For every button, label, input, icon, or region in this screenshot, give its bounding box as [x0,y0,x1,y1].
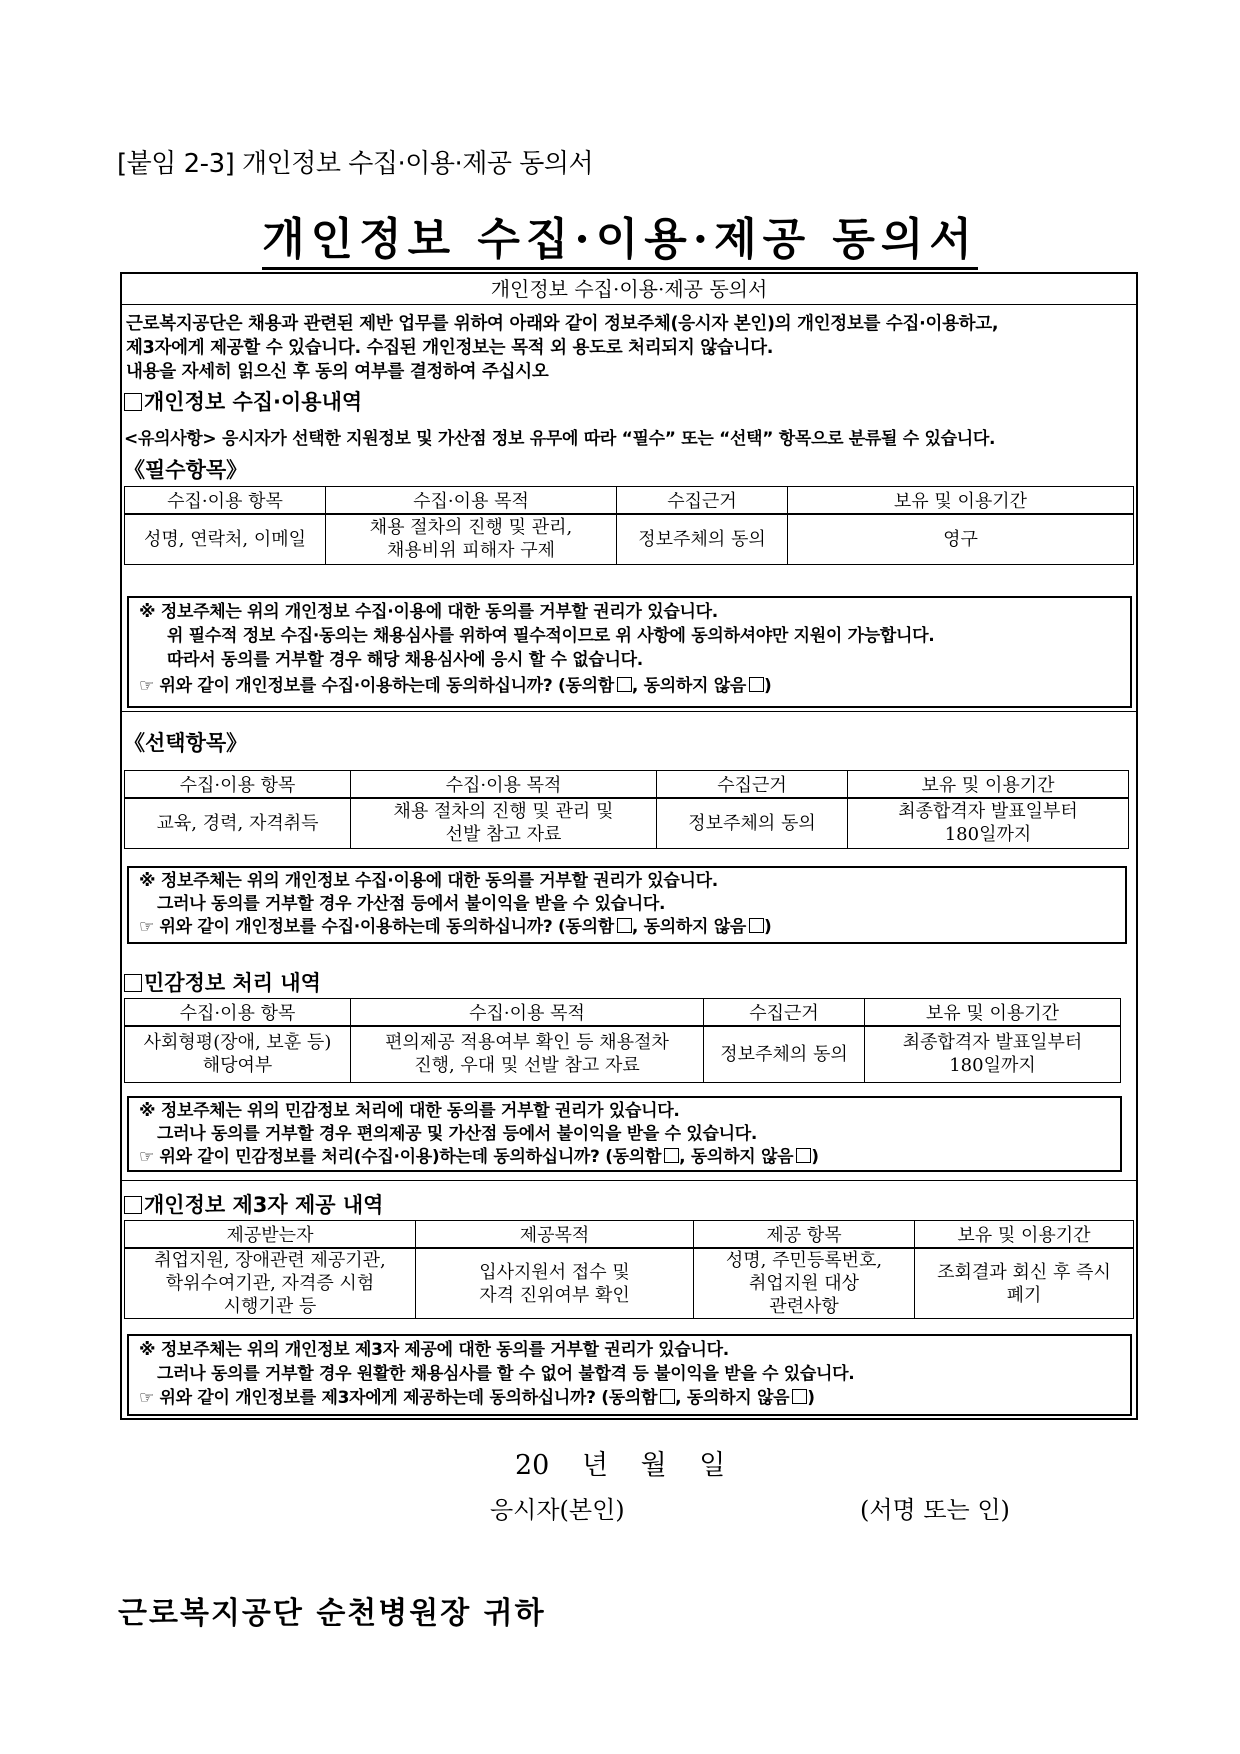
table-row: 성명, 연락처, 이메일 채용 절차의 진행 및 관리, 채용비위 피해자 구제 정보주체의 동의 영구 [125,514,1134,564]
disagree-checkbox[interactable] [749,918,764,933]
checkbox-icon [124,1196,142,1214]
checkbox-icon [124,393,142,411]
sensitive-notice: ※ 정보주체는 위의 민감정보 처리에 대한 동의를 거부할 권리가 있습니다. 그러나 동의를 거부할 경우 편의제공 및 가산점 등에서 불이익을 받을 수 있습니다. ☞ 위와 같이 민감정보를 처리(수집·이용)하는데 동의하십니까? (동의함 , 동의하지 않음 ) [127,1096,1122,1172]
form-header: 개인정보 수집·이용·제공 동의서 [122,274,1136,305]
divider [122,711,1136,712]
disagree-checkbox[interactable] [792,1389,807,1404]
third-party-table: 제공받는자 제공목적 제공 항목 보유 및 이용기간 취업지원, 장애관련 제공기관, 학위수여기관, 자격증 시험 시행기관 등 입사지원서 접수 및 자격 진위여부 확인 성명, 주민등록번호, 취업지원 대상 관련사항 조회결과 회신 후 즉시 폐기 [124,1220,1134,1319]
checkbox-icon [124,974,142,992]
intro-text: 근로복지공단은 채용과 관련된 제반 업무를 위하여 아래와 같이 정보주체(응시자 본인)의 개인정보를 수집·이용하고, 제3자에게 제공할 수 있습니다. 수집된 개인정보는 목적 외 용도로 처리되지 않습니다. 내용을 자세히 읽으신 후 동의 여부를 결정하여 주십시오 [126,314,999,382]
third-party-consent-question: ☞ 위와 같이 개인정보를 제3자에게 제공하는데 동의하십니까? (동의함 , 동의하지 않음 ) [139,1388,815,1408]
required-heading: 《필수항목》 [124,458,248,482]
required-notice: ※ 정보주체는 위의 개인정보 수집·이용에 대한 동의를 거부할 권리가 있습니다. 위 필수적 정보 수집·동의는 채용심사를 위하여 필수적이므로 위 사항에 동의하셔야만 지원이 가능합니다. 따라서 동의를 거부할 경우 해당 채용심사에 응시 할 수 없습니다. ☞ 위와 같이 개인정보를 수집·이용하는데 동의하십니까? (동의함 , 동의하지 않음 ) [127,596,1132,708]
signer-label: 응시자(본인) [490,1496,625,1524]
third-party-notice: ※ 정보주체는 위의 개인정보 제3자 제공에 대한 동의를 거부할 권리가 있습니다. 그러나 동의를 거부할 경우 원활한 채용심사를 할 수 없어 불합격 등 불이익을 받을 수 있습니다. ☞ 위와 같이 개인정보를 제3자에게 제공하는데 동의하십니까? (동의함 , 동의하지 않음 ) [127,1334,1132,1416]
disagree-checkbox[interactable] [796,1148,811,1163]
sensitive-consent-question: ☞ 위와 같이 민감정보를 처리(수집·이용)하는데 동의하십니까? (동의함 , 동의하지 않음 ) [139,1147,819,1167]
agree-checkbox[interactable] [664,1148,679,1163]
date-line: 20 년 월 일 [515,1450,726,1481]
optional-heading: 《선택항목》 [124,731,248,755]
caution-text: <유의사항> 응시자가 선택한 지원정보 및 가산점 정보 유무에 따라 “필수” 또는 “선택” 항목으로 분류될 수 있습니다. [124,429,996,449]
optional-consent-question: ☞ 위와 같이 개인정보를 수집·이용하는데 동의하십니까? (동의함 , 동의하지 않음 ) [139,917,772,937]
attachment-label: [붙임 2-3] 개인정보 수집·이용·제공 동의서 [117,149,594,179]
table-row: 사회형평(장애, 보훈 등) 해당여부 편의제공 적용여부 확인 등 채용절차 진행, 우대 및 선발 참고 자료 정보주체의 동의 최종합격자 발표일부터 180일까지 [125,1026,1121,1082]
optional-table: 수집·이용 항목 수집·이용 목적 수집근거 보유 및 이용기간 교육, 경력, 자격취득 채용 절차의 진행 및 관리 및 선발 참고 자료 정보주체의 동의 최종합격자 발표일부터 180일까지 [124,770,1129,849]
agree-checkbox[interactable] [660,1389,675,1404]
document-title: 개인정보 수집·이용·제공 동의서 [0,203,1240,267]
agree-checkbox[interactable] [617,918,632,933]
required-table: 수집·이용 항목 수집·이용 목적 수집근거 보유 및 이용기간 성명, 연락처, 이메일 채용 절차의 진행 및 관리, 채용비위 피해자 구제 정보주체의 동의 영구 [124,486,1134,565]
table-row: 취업지원, 장애관련 제공기관, 학위수여기관, 자격증 시험 시행기관 등 입사지원서 접수 및 자격 진위여부 확인 성명, 주민등록번호, 취업지원 대상 관련사항 조회결과 회신 후 즉시 폐기 [125,1248,1134,1319]
sensitive-table: 수집·이용 항목 수집·이용 목적 수집근거 보유 및 이용기간 사회형평(장애, 보훈 등) 해당여부 편의제공 적용여부 확인 등 채용절차 진행, 우대 및 선발 참고 자료 정보주체의 동의 최종합격자 발표일부터 180일까지 [124,998,1121,1083]
agree-checkbox[interactable] [617,677,632,692]
collection-heading: 개인정보 수집·이용내역 [124,386,362,416]
required-consent-question: ☞ 위와 같이 개인정보를 수집·이용하는데 동의하십니까? (동의함 , 동의하지 않음 ) [139,676,772,696]
consent-form [120,272,1138,1420]
third-party-heading: 개인정보 제3자 제공 내역 [124,1189,383,1219]
signature-line [490,1490,1090,1525]
divider [122,1180,1136,1181]
disagree-checkbox[interactable] [749,677,764,692]
table-row: 교육, 경력, 자격취득 채용 절차의 진행 및 관리 및 선발 참고 자료 정보주체의 동의 최종합격자 발표일부터 180일까지 [125,798,1129,848]
sensitive-heading: 민감정보 처리 내역 [124,967,321,997]
addressee: 근로복지공단 순천병원장 귀하 [118,1596,546,1631]
signature-field[interactable]: (서명 또는 인) [860,1496,1010,1524]
optional-notice: ※ 정보주체는 위의 개인정보 수집·이용에 대한 동의를 거부할 권리가 있습니다. 그러나 동의를 거부할 경우 가산점 등에서 불이익을 받을 수 있습니다. ☞ 위와 같이 개인정보를 수집·이용하는데 동의하십니까? (동의함 , 동의하지 않음 ) [127,866,1127,944]
